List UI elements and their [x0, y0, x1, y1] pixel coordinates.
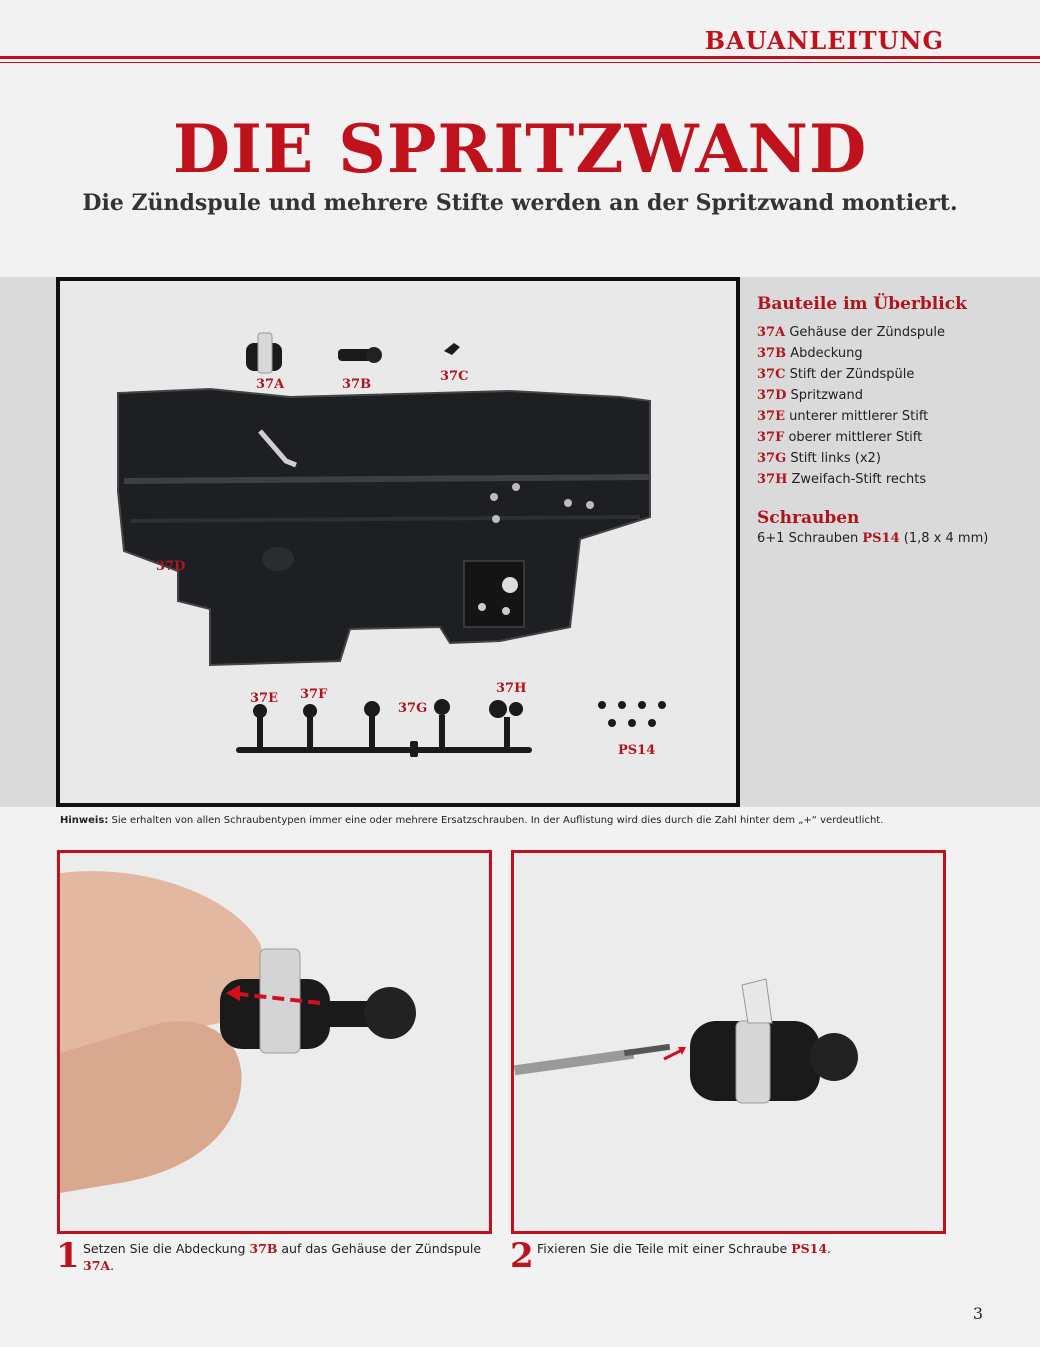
- step-2-number: 2: [510, 1236, 534, 1276]
- page-title: DIE SPRITZWAND: [172, 110, 868, 188]
- part-row: 37C Stift der Zündspüle: [757, 367, 915, 382]
- label-ps14: PS14: [618, 743, 656, 758]
- header-rule-thin: [0, 62, 1040, 63]
- label-37f: 37F: [300, 687, 328, 702]
- note-text: Hinweis: Sie erhalten von allen Schraubentypen immer eine oder mehrere Ersatzschrauben. In der Auflistung wird dies durch die Zahl hinter dem „+“ verdeutlicht.: [60, 815, 884, 826]
- screws-heading: Schrauben: [757, 508, 860, 528]
- part-row: 37A Gehäuse der Zündspule: [757, 325, 945, 340]
- page-number: 3: [972, 1304, 983, 1323]
- page-subtitle: Die Zündspule und mehrere Stifte werden an der Spritzwand montiert.: [82, 190, 958, 216]
- part-row: 37F oberer mittlerer Stift: [757, 430, 923, 445]
- header-rule: [0, 56, 1040, 59]
- step-1-photo: [57, 850, 492, 1234]
- label-37a: 37A: [256, 377, 285, 392]
- part-37b-illustration: [338, 347, 382, 363]
- section-header: BAUANLEITUNG: [704, 26, 944, 55]
- step-2-illustration: [514, 853, 943, 1231]
- step-2-text: Fixieren Sie die Teile mit einer Schraube PS14.: [537, 1241, 832, 1256]
- part-row: 37E unterer mittlerer Stift: [757, 409, 929, 424]
- parts-illustration: [60, 281, 736, 803]
- step-1-illustration: [60, 853, 489, 1231]
- part-row: 37G Stift links (x2): [757, 451, 881, 466]
- label-37c: 37C: [440, 369, 469, 384]
- label-37e: 37E: [250, 691, 278, 706]
- label-37b: 37B: [342, 377, 372, 392]
- parts-overview-photo: [56, 277, 740, 807]
- part-row: 37D Spritzwand: [757, 388, 863, 403]
- label-37h: 37H: [496, 681, 527, 696]
- step-1-text: Setzen Sie die Abdeckung 37B auf das Gehäuse der Zündspule 37A.: [83, 1241, 482, 1273]
- part-row: 37H Zweifach-Stift rechts: [757, 472, 927, 487]
- label-37g: 37G: [398, 701, 428, 716]
- step-1-number: 1: [56, 1236, 80, 1276]
- parts-overview-list: [757, 294, 1027, 549]
- screws-row: 6+1 Schrauben PS14 (1,8 x 4 mm): [757, 531, 989, 546]
- step-2-photo: [511, 850, 946, 1234]
- part-row: 37B Abdeckung: [757, 346, 863, 361]
- overview-heading: Bauteile im Überblick: [757, 294, 967, 314]
- label-37d: 37D: [156, 559, 186, 574]
